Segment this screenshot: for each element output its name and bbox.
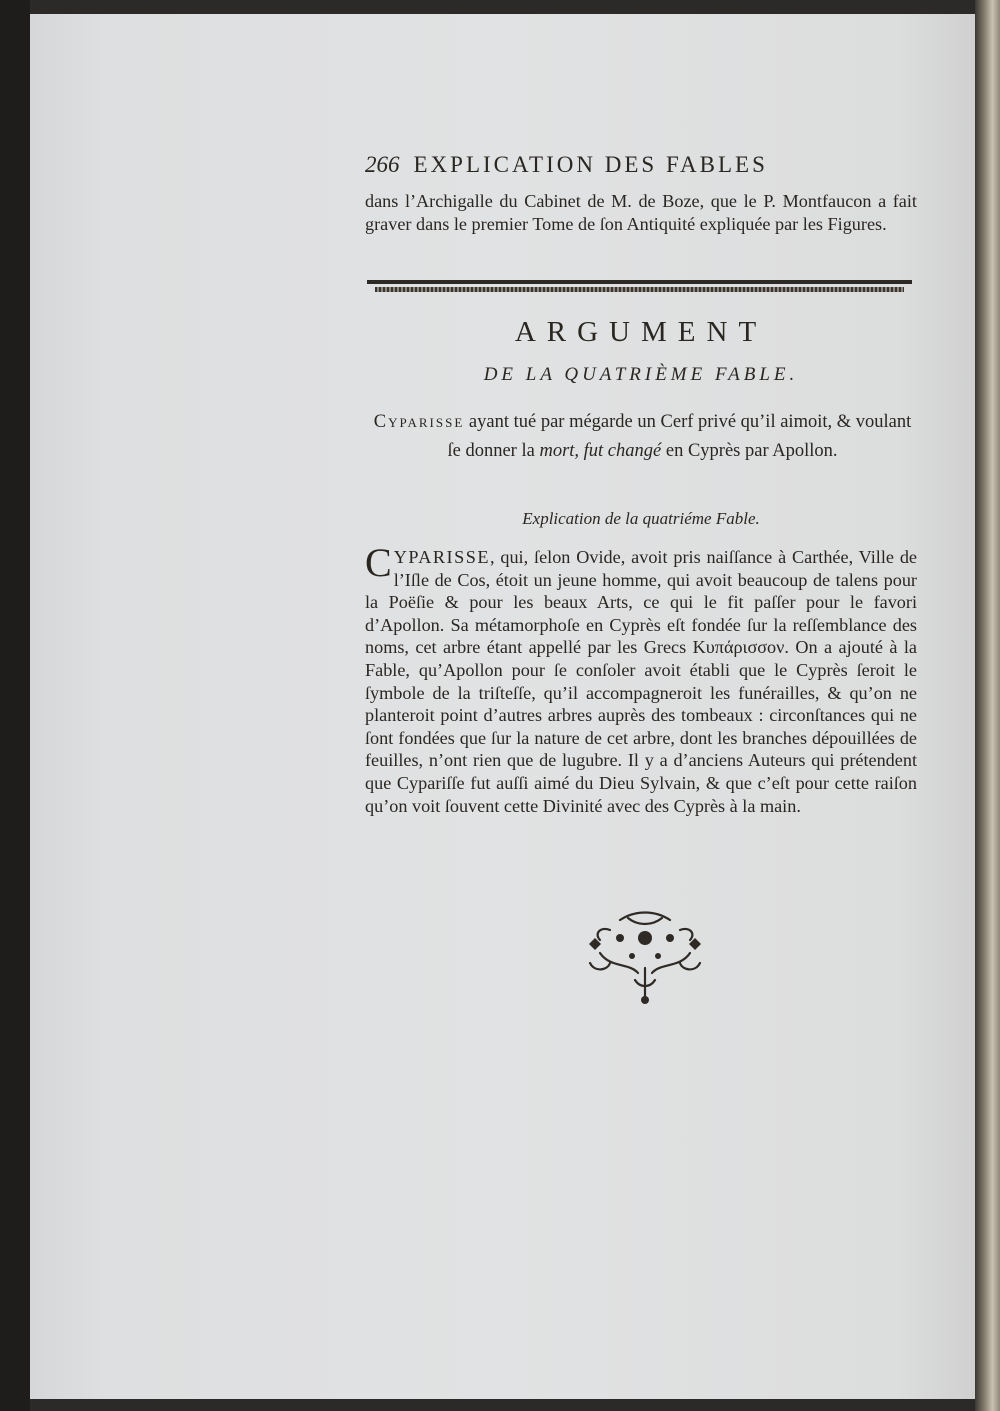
drop-cap: C: [365, 540, 392, 585]
argument-name: Cyparisse: [373, 412, 465, 432]
section-subheading: DE LA QUATRIÈME FABLE.: [483, 364, 799, 385]
floral-vignette-icon: [580, 908, 710, 1008]
argument-text: [370, 408, 915, 465]
page-number: 266: [365, 152, 400, 177]
page-edge: [975, 0, 1000, 1411]
body-paragraph: [365, 540, 917, 817]
first-word: YPARISSE: [393, 547, 490, 567]
running-head: [365, 152, 917, 186]
argument-text-b: en Cyprès par Apollon.: [661, 440, 838, 461]
body-text: , qui, ſelon Ovide, avoit pris naiſſance à Carthée, Ville de l’Iſle de Cos, étoit un jeune homme, qui avoit beaucoup de talens pour la Poëſie & pour les beaux Arts, ce qui le fit paſſer pour le favori d’Apollon. Sa métamorphoſe en Cyprès eſt fondée ſur la reſſemblance des noms, cet arbre étant appellé par les Grecs Κυπάρισσον. On a ajouté à la Fable, qu’Apollon pour ſe conſoler avoit établi que le Cyprès ſeroit le ſymbole de la triſteſſe, qu’il accompagneroit les funérailles, & qu’on ne planteroit point d’autres arbres auprès des tombeaux : circonſtances qui ne ſont fondées que ſur la nature de cet arbre, dont les branches dépouillées de feuilles, n’ont rien que de lugubre. Il y a d’anciens Auteurs qui prétendent que Cypariſſe fut auſſi aimé du Dieu Sylvain, & que c’eſt pour cette raiſon qu’on voit ſouvent cette Divinité avec des Cyprès à la main.: [365, 547, 917, 816]
section-heading: ARGUMENT: [514, 316, 768, 348]
book-gutter: [0, 0, 30, 1411]
running-title: EXPLICATION DES FABLES: [413, 152, 768, 177]
argument-italic: mort, fut changé: [539, 440, 662, 461]
section-rule: [367, 278, 912, 295]
intro-paragraph: dans l’Archigalle du Cabinet de M. de Boze, que le P. Montfaucon a fait graver dans le premier Tome de ſon Antiquité expliquée par les Figures.: [365, 191, 917, 234]
explication-title: Explication de la quatriéme Fable.: [522, 509, 760, 528]
argument-text-a: ayant tué par mégarde un Cerf privé qu’il aimoit, & voulant ſe donner la: [447, 412, 912, 461]
